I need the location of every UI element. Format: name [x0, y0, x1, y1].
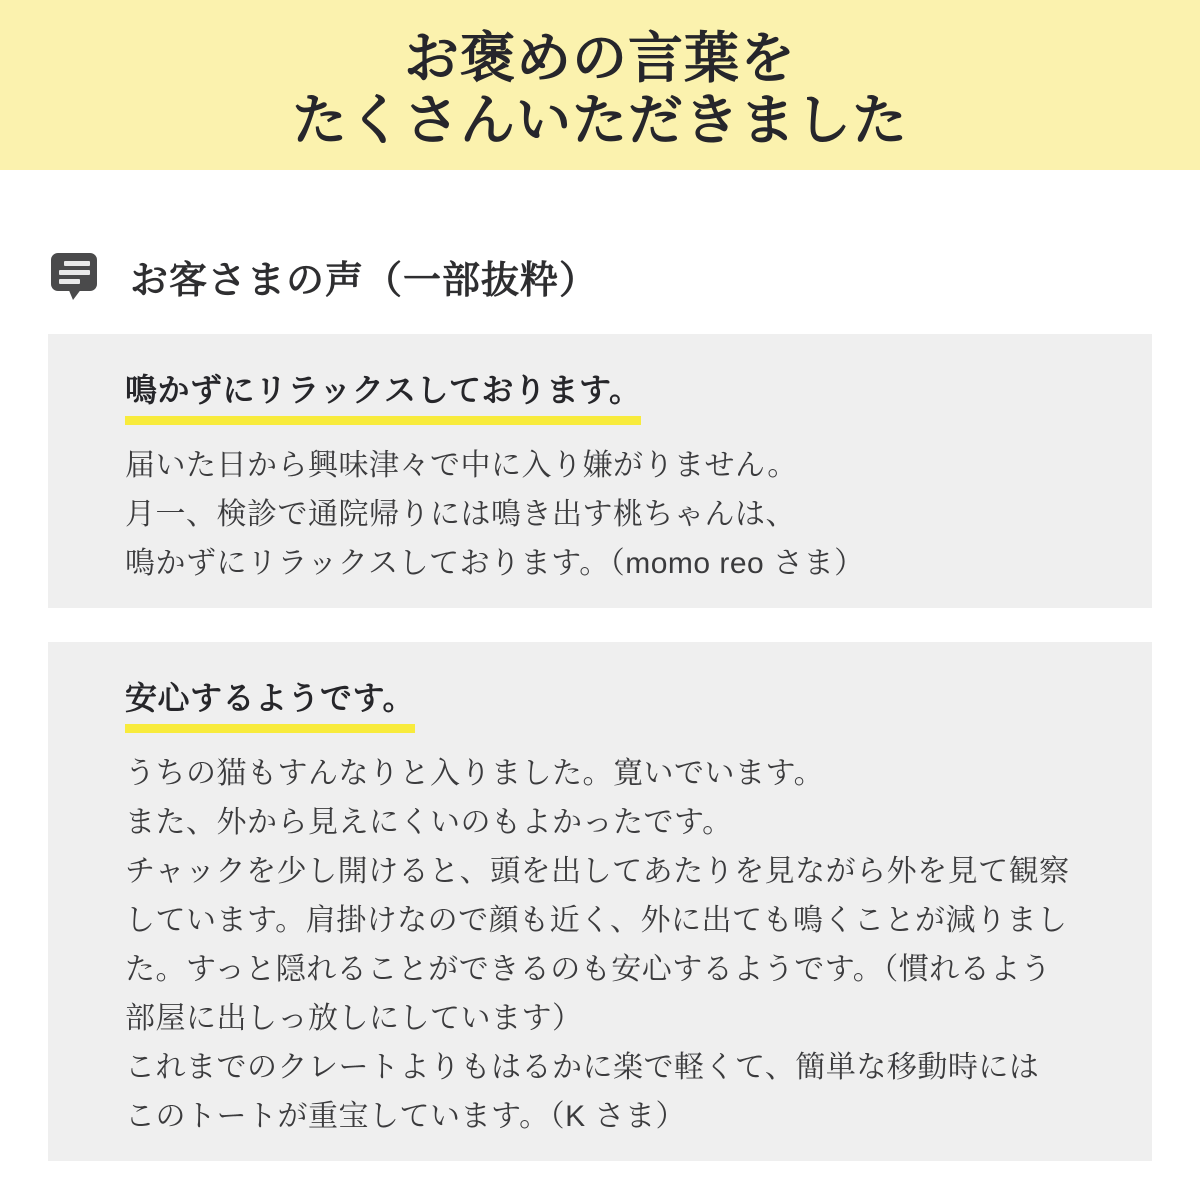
testimonial-1-line: 月一、検診で通院帰りには鳴き出す桃ちゃんは、: [125, 498, 796, 531]
speech-bubble-icon: [48, 250, 100, 302]
testimonial-1-line: 鳴かずにリラックスしております。（momo reo さま）: [125, 547, 865, 580]
section-header: [48, 248, 1152, 304]
testimonial-card-2: [48, 642, 1152, 1161]
testimonial-2-line: チャックを少し開けると、頭を出してあたりを見ながら外を見て観察: [125, 855, 1070, 888]
testimonial-1-line: 届いた日から興味津々で中に入り嫌がりません。: [125, 449, 798, 482]
testimonial-2-line: 部屋に出しっ放しにしています）: [125, 1002, 583, 1035]
section-title: お客さまの声（一部抜粋）: [130, 259, 599, 302]
testimonial-card-1: [48, 334, 1152, 608]
testimonial-2-headline-wrap: [125, 680, 1075, 733]
testimonial-2-line: これまでのクレートよりもはるかに楽で軽くて、簡単な移動時には: [125, 1051, 1040, 1084]
testimonial-2-line: このトートが重宝しています。（K さま）: [125, 1100, 686, 1133]
banner-title-line2: たくさんいただきました: [291, 89, 908, 151]
testimonial-2-line: しています。肩掛けなので顔も近く、外に出ても鳴くことが減りまし: [125, 904, 1068, 937]
testimonial-2-line: うちの猫もすんなりと入りました。寛いでいます。: [125, 757, 825, 790]
testimonial-1-headline: 鳴かずにリラックスしております。: [125, 372, 641, 425]
testimonial-1-body: [125, 435, 1075, 588]
testimonial-2-headline: 安心するようです。: [125, 680, 415, 733]
testimonial-2-body: [125, 743, 1075, 1141]
header-banner: [0, 0, 1200, 170]
testimonial-2-line: た。すっと隠れることができるのも安心するようです。（慣れるよう: [125, 953, 1052, 986]
banner-title-line1: お褒めの言葉を: [403, 27, 796, 89]
testimonial-1-headline-wrap: [125, 372, 1075, 425]
testimonial-2-line: また、外から見えにくいのもよかったです。: [125, 806, 733, 839]
